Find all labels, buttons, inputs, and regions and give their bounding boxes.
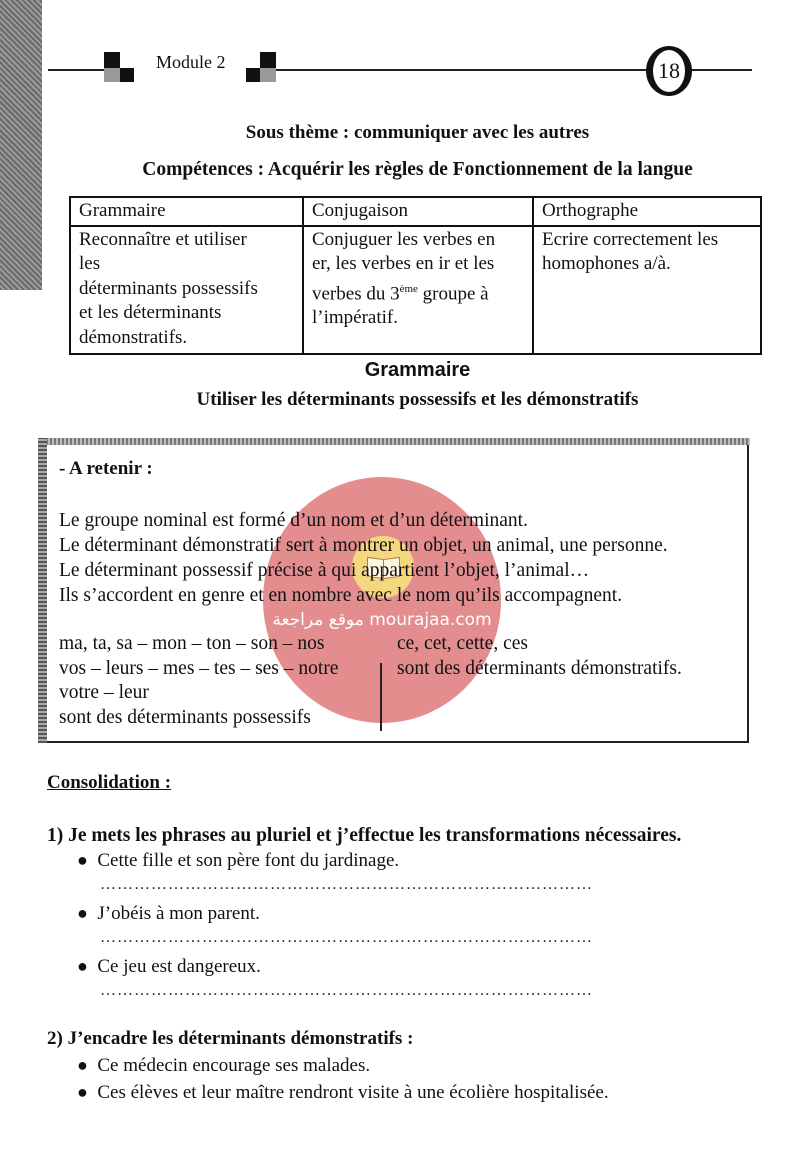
scan-edge: [0, 0, 42, 290]
watermark-text: [263, 609, 501, 631]
module-label: Module 2: [156, 52, 226, 72]
competences-table: [69, 196, 762, 355]
table-cell-orthographe: Ecrire correctement les homophones a/à.: [533, 226, 761, 354]
answer-line[interactable]: ……………………………………………………………………………: [100, 929, 593, 946]
table-header: Grammaire: [70, 197, 303, 226]
competences: Compétences : Acquérir les règles de Fonctionnement de la langue: [142, 159, 693, 180]
consolidation-title: Consolidation :: [47, 772, 172, 793]
bullet-icon: ●: [77, 1082, 88, 1102]
section-subtitle: Utiliser les déterminants possessifs et les démonstratifs: [196, 389, 639, 410]
bullet-icon: ●: [77, 903, 88, 923]
list-item: ● Cette fille et son père font du jardinage.: [77, 850, 400, 871]
table-cell-conjugaison: Conjuguer les verbes en er, les verbes en ir et les verbes du 3ème groupe à l’impératif.: [303, 226, 533, 354]
header-square-icon: [104, 52, 120, 68]
list-item: ● Ces élèves et leur maître rendront visite à une écolière hospitalisée.: [77, 1082, 609, 1103]
table-cell-grammaire: Reconnaître et utiliser les déterminants possessifs et les déterminants démonstratifs.: [70, 226, 303, 354]
bullet-icon: ●: [77, 956, 88, 976]
list-item: ● J’obéis à mon parent.: [77, 903, 260, 924]
retenir-title: - A retenir :: [59, 458, 153, 479]
watermark-arabic: موقع مراجعة: [272, 610, 364, 630]
page-number: 18: [646, 46, 692, 96]
answer-line[interactable]: ……………………………………………………………………………: [100, 982, 593, 999]
divider: [380, 663, 382, 731]
section-title: Grammaire: [364, 359, 471, 381]
list-item: ● Ce médecin encourage ses malades.: [77, 1055, 371, 1076]
header-rule: [48, 69, 104, 71]
question-2: 2) J’encadre les déterminants démonstratifs :: [47, 1028, 414, 1049]
question-1: 1) Je mets les phrases au pluriel et j’effectue les transformations nécessaires.: [47, 825, 682, 846]
table-header: Orthographe: [533, 197, 761, 226]
subtheme: Sous thème : communiquer avec les autres: [245, 122, 590, 143]
demonstratifs-list: ce, cet, cette, ces sont des déterminants démonstratifs.: [397, 633, 682, 679]
bullet-icon: ●: [77, 1055, 88, 1075]
table-header: Conjugaison: [303, 197, 533, 226]
retenir-rules: Le groupe nominal est formé d’un nom et d’un déterminant. Le déterminant démonstratif sert à montrer un objet, un animal, une personne. Le déterminant possessif précise à qui appartient l’objet, l’animal… Ils s’accordent en genre et en nombre avec le nom qu’ils accompagnent.: [59, 510, 668, 606]
answer-line[interactable]: ……………………………………………………………………………: [100, 876, 593, 893]
header-square-icon: [260, 52, 276, 68]
watermark-url: mourajaa.com: [369, 610, 492, 630]
bullet-icon: ●: [77, 850, 88, 870]
list-item: ● Ce jeu est dangereux.: [77, 956, 261, 977]
possessifs-list: ma, ta, sa – mon – ton – son – nos vos – leurs – mes – tes – ses – notre votre – leur sont des déterminants possessifs: [59, 633, 339, 728]
